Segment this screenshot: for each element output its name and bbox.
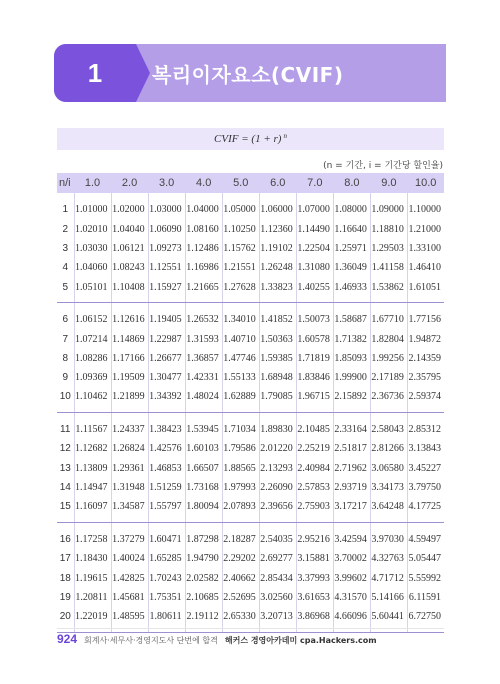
value-cell: 1.50073 (296, 303, 333, 329)
page-footer (57, 632, 377, 646)
value-cell: 1.14490 (296, 219, 333, 238)
value-cell: 3.20713 (259, 607, 296, 632)
value-cell: 3.37993 (296, 569, 333, 588)
value-cell: 2.95216 (296, 523, 333, 549)
value-cell: 2.25219 (296, 439, 333, 458)
table-row (57, 303, 444, 329)
value-cell: 1.47746 (222, 349, 259, 368)
value-cell: 1.46410 (407, 258, 444, 277)
value-cell: 1.60103 (185, 439, 222, 458)
value-cell: 5.14166 (370, 588, 407, 607)
value-cell: 1.41158 (370, 258, 407, 277)
value-cell: 1.73168 (185, 478, 222, 497)
table-body (57, 193, 444, 633)
column-header: 1.0 (84, 177, 101, 189)
value-cell: 2.75903 (296, 497, 333, 522)
value-cell: 1.26532 (185, 303, 222, 329)
value-cell: 2.93719 (333, 478, 370, 497)
value-cell: 1.51259 (148, 478, 185, 497)
table-row (57, 239, 444, 258)
period-cell: 8 (62, 352, 69, 364)
value-cell: 1.25971 (333, 239, 370, 258)
value-cell: 1.80611 (148, 607, 185, 632)
value-cell: 1.33100 (407, 239, 444, 258)
value-cell: 1.42825 (111, 569, 148, 588)
value-cell: 3.45227 (407, 459, 444, 478)
value-cell: 1.71034 (222, 413, 259, 439)
value-cell: 1.46853 (148, 459, 185, 478)
value-cell: 1.34392 (148, 388, 185, 413)
column-header: 10.0 (415, 177, 437, 189)
value-cell: 2.01220 (259, 439, 296, 458)
table-row (57, 459, 444, 478)
value-cell: 1.45681 (111, 588, 148, 607)
value-cell: 4.59497 (407, 523, 444, 549)
value-cell: 3.61653 (296, 588, 333, 607)
value-cell: 1.83846 (296, 368, 333, 387)
value-cell: 1.03000 (148, 193, 185, 219)
value-cell: 1.04000 (185, 193, 222, 219)
value-cell: 2.15892 (333, 388, 370, 413)
corner-header: n/i (59, 177, 71, 189)
value-cell: 1.85093 (333, 349, 370, 368)
value-cell: 1.30477 (148, 368, 185, 387)
table-row (57, 258, 444, 277)
cvif-table (57, 173, 444, 633)
value-cell: 4.71712 (370, 569, 407, 588)
value-cell: 1.75351 (148, 588, 185, 607)
value-cell: 1.02000 (111, 193, 148, 219)
value-cell: 1.87298 (185, 523, 222, 549)
value-cell: 2.85434 (259, 569, 296, 588)
value-cell: 1.67710 (370, 303, 407, 329)
table-row (57, 278, 444, 303)
formula-exponent: n (283, 132, 287, 140)
value-cell: 1.58687 (333, 303, 370, 329)
value-cell: 3.13843 (407, 439, 444, 458)
column-header: 3.0 (158, 177, 175, 189)
value-cell: 1.70243 (148, 569, 185, 588)
value-cell: 1.82804 (370, 329, 407, 348)
value-cell: 1.38423 (148, 413, 185, 439)
table-row (57, 413, 444, 439)
value-cell: 3.17217 (333, 497, 370, 522)
value-cell: 1.59385 (259, 349, 296, 368)
value-cell: 1.40255 (296, 278, 333, 303)
value-cell: 3.64248 (370, 497, 407, 522)
value-cell: 1.05101 (74, 278, 111, 303)
value-cell: 2.40984 (296, 459, 333, 478)
value-cell: 1.22504 (296, 239, 333, 258)
value-cell: 1.08286 (74, 349, 111, 368)
table-row (57, 523, 444, 549)
value-cell: 2.65330 (222, 607, 259, 632)
value-cell: 1.12551 (148, 258, 185, 277)
value-cell: 1.19615 (74, 569, 111, 588)
period-cell: 11 (60, 424, 71, 436)
table-row (57, 478, 444, 497)
period-cell: 17 (59, 553, 71, 565)
value-cell: 1.68948 (259, 368, 296, 387)
value-cell: 2.35795 (407, 368, 444, 387)
value-cell: 1.94790 (185, 549, 222, 568)
value-cell: 1.19509 (111, 368, 148, 387)
table-row (57, 219, 444, 238)
value-cell: 1.22019 (74, 607, 111, 632)
value-cell: 1.55133 (222, 368, 259, 387)
table-row (57, 193, 444, 219)
value-cell: 1.26248 (259, 258, 296, 277)
value-cell: 1.42576 (148, 439, 185, 458)
value-cell: 5.55992 (407, 569, 444, 588)
value-cell: 1.15762 (222, 239, 259, 258)
table-row (57, 439, 444, 458)
value-cell: 1.19405 (148, 303, 185, 329)
value-cell: 3.86968 (296, 607, 333, 632)
value-cell: 4.32763 (370, 549, 407, 568)
value-cell: 1.26824 (111, 439, 148, 458)
value-cell: 2.10685 (185, 588, 222, 607)
value-cell: 1.36857 (185, 349, 222, 368)
table-row (57, 388, 444, 413)
period-cell: 6 (62, 314, 69, 326)
footer-brand: 해커스 경영아카데미 cpa.Hackers.com (224, 636, 377, 645)
value-cell: 1.34587 (111, 497, 148, 522)
variable-note: (n = 기간, i = 기간당 할인율) (323, 161, 443, 171)
value-cell: 1.71382 (333, 329, 370, 348)
value-cell: 1.12360 (259, 219, 296, 238)
value-cell: 1.55797 (148, 497, 185, 522)
value-cell: 1.01000 (74, 193, 111, 219)
value-cell: 3.97030 (370, 523, 407, 549)
value-cell: 2.40662 (222, 569, 259, 588)
value-cell: 4.66096 (333, 607, 370, 632)
value-cell: 1.06152 (74, 303, 111, 329)
value-cell: 3.42594 (333, 523, 370, 549)
table-row (57, 588, 444, 607)
value-cell: 1.05000 (222, 193, 259, 219)
value-cell: 1.13809 (74, 459, 111, 478)
value-cell: 1.11567 (74, 413, 111, 439)
value-cell: 1.48024 (185, 388, 222, 413)
table-row (57, 329, 444, 348)
value-cell: 1.40710 (222, 329, 259, 348)
period-cell: 20 (57, 607, 74, 632)
period-cell: 5 (57, 278, 74, 303)
value-cell: 1.02010 (74, 219, 111, 238)
table-row (57, 497, 444, 522)
value-cell: 1.99900 (333, 368, 370, 387)
value-cell: 1.16986 (185, 258, 222, 277)
value-cell: 1.21000 (407, 219, 444, 238)
value-cell: 2.13293 (259, 459, 296, 478)
period-cell: 1 (62, 204, 69, 216)
column-header: 9.0 (381, 177, 397, 189)
value-cell: 1.31593 (185, 329, 222, 348)
value-cell: 1.12616 (111, 303, 148, 329)
value-cell: 1.41852 (259, 303, 296, 329)
period-cell: 18 (59, 572, 71, 584)
footer-divider (57, 628, 444, 629)
period-cell: 3 (62, 242, 69, 254)
value-cell: 6.11591 (407, 588, 444, 607)
period-cell: 10 (57, 388, 74, 413)
value-cell: 1.42331 (185, 368, 222, 387)
value-cell: 1.40024 (111, 549, 148, 568)
period-cell: 2 (62, 223, 69, 235)
value-cell: 1.29361 (111, 459, 148, 478)
value-cell: 3.79750 (407, 478, 444, 497)
chapter-title: 복리이자요소(CVIF) (152, 62, 344, 87)
value-cell: 2.36736 (370, 388, 407, 413)
value-cell: 1.62889 (222, 388, 259, 413)
column-header: 6.0 (270, 177, 286, 189)
value-cell: 1.19102 (259, 239, 296, 258)
value-cell: 1.66507 (185, 459, 222, 478)
value-cell: 1.20811 (74, 588, 111, 607)
value-cell: 1.22987 (148, 329, 185, 348)
value-cell: 2.29202 (222, 549, 259, 568)
value-cell: 1.09369 (74, 368, 111, 387)
value-cell: 1.08000 (333, 193, 370, 219)
value-cell: 1.18430 (74, 549, 111, 568)
value-cell: 1.96715 (296, 388, 333, 413)
period-cell: 19 (59, 592, 71, 604)
value-cell: 1.79085 (259, 388, 296, 413)
value-cell: 1.16097 (74, 497, 111, 522)
column-header: 5.0 (233, 177, 249, 189)
table-row (57, 349, 444, 368)
value-cell: 1.99256 (370, 349, 407, 368)
value-cell: 1.15927 (148, 278, 185, 303)
column-header: 4.0 (196, 177, 212, 189)
value-cell: 1.04040 (111, 219, 148, 238)
value-cell: 1.10000 (407, 193, 444, 219)
value-cell: 3.34173 (370, 478, 407, 497)
value-cell: 1.33823 (259, 278, 296, 303)
table-row (57, 549, 444, 568)
value-cell: 2.10485 (296, 413, 333, 439)
value-cell: 1.24337 (111, 413, 148, 439)
value-cell: 1.21551 (222, 258, 259, 277)
value-cell: 1.71819 (296, 349, 333, 368)
period-cell: 9 (62, 372, 69, 384)
value-cell: 2.51817 (333, 439, 370, 458)
value-cell: 1.14869 (111, 329, 148, 348)
value-cell: 1.07214 (74, 329, 111, 348)
value-cell: 2.52695 (222, 588, 259, 607)
value-cell: 1.10250 (222, 219, 259, 238)
value-cell: 1.60578 (296, 329, 333, 348)
value-cell: 1.08243 (111, 258, 148, 277)
value-cell: 1.60471 (148, 523, 185, 549)
column-header: 8.0 (344, 177, 360, 189)
value-cell: 1.10408 (111, 278, 148, 303)
table-row (57, 368, 444, 387)
value-cell: 1.88565 (222, 459, 259, 478)
value-cell: 2.33164 (333, 413, 370, 439)
value-cell: 1.53862 (370, 278, 407, 303)
value-cell: 1.16640 (333, 219, 370, 238)
value-cell: 3.99602 (333, 569, 370, 588)
column-header: 2.0 (121, 177, 138, 189)
value-cell: 2.02582 (185, 569, 222, 588)
value-cell: 1.94872 (407, 329, 444, 348)
value-cell: 1.10462 (74, 388, 111, 413)
value-cell: 1.48595 (111, 607, 148, 632)
value-cell: 2.07893 (222, 497, 259, 522)
value-cell: 2.59374 (407, 388, 444, 413)
value-cell: 2.26090 (259, 478, 296, 497)
value-cell: 1.53945 (185, 413, 222, 439)
value-cell: 3.02560 (259, 588, 296, 607)
value-cell: 1.04060 (74, 258, 111, 277)
value-cell: 2.14359 (407, 349, 444, 368)
value-cell: 1.09273 (148, 239, 185, 258)
value-cell: 2.69277 (259, 549, 296, 568)
value-cell: 1.36049 (333, 258, 370, 277)
period-cell: 7 (62, 333, 69, 345)
value-cell: 1.06090 (148, 219, 185, 238)
value-cell: 1.89830 (259, 413, 296, 439)
value-cell: 1.07000 (296, 193, 333, 219)
value-cell: 1.97993 (222, 478, 259, 497)
value-cell: 2.17189 (370, 368, 407, 387)
value-cell: 1.77156 (407, 303, 444, 329)
value-cell: 2.81266 (370, 439, 407, 458)
value-cell: 3.70002 (333, 549, 370, 568)
value-cell: 1.14947 (74, 478, 111, 497)
value-cell: 1.31080 (296, 258, 333, 277)
value-cell: 1.37279 (111, 523, 148, 549)
value-cell: 1.12682 (74, 439, 111, 458)
formula-box (57, 128, 444, 150)
footer-text: 회계사·세무사·경영지도사 단번에 합격 (84, 636, 218, 645)
value-cell: 6.72750 (407, 607, 444, 632)
period-cell: 15 (57, 497, 74, 522)
value-cell: 1.46933 (333, 278, 370, 303)
chapter-number: 1 (54, 44, 136, 102)
page-number: 924 (57, 632, 78, 646)
value-cell: 1.21665 (185, 278, 222, 303)
value-cell: 1.12486 (185, 239, 222, 258)
value-cell: 2.71962 (333, 459, 370, 478)
value-cell: 5.05447 (407, 549, 444, 568)
value-cell: 1.08160 (185, 219, 222, 238)
value-cell: 1.26677 (148, 349, 185, 368)
period-cell: 4 (62, 262, 69, 274)
column-header: 7.0 (307, 177, 323, 189)
value-cell: 2.58043 (370, 413, 407, 439)
period-cell: 14 (59, 482, 71, 494)
value-cell: 1.29503 (370, 239, 407, 258)
value-cell: 1.80094 (185, 497, 222, 522)
formula-text: CVIF = (1 + r) (214, 133, 282, 145)
value-cell: 1.79586 (222, 439, 259, 458)
value-cell: 5.60441 (370, 607, 407, 632)
value-cell: 1.34010 (222, 303, 259, 329)
value-cell: 1.03030 (74, 239, 111, 258)
value-cell: 2.85312 (407, 413, 444, 439)
value-cell: 1.61051 (407, 278, 444, 303)
value-cell: 3.06580 (370, 459, 407, 478)
table-header-row (57, 173, 444, 193)
value-cell: 2.39656 (259, 497, 296, 522)
table-row (57, 569, 444, 588)
value-cell: 2.19112 (185, 607, 222, 632)
value-cell: 4.31570 (333, 588, 370, 607)
period-cell: 16 (59, 534, 71, 546)
value-cell: 1.17166 (111, 349, 148, 368)
value-cell: 2.57853 (296, 478, 333, 497)
value-cell: 1.27628 (222, 278, 259, 303)
value-cell: 1.06000 (259, 193, 296, 219)
value-cell: 1.21899 (111, 388, 148, 413)
value-cell: 2.54035 (259, 523, 296, 549)
value-cell: 2.18287 (222, 523, 259, 549)
value-cell: 1.65285 (148, 549, 185, 568)
value-cell: 1.17258 (74, 523, 111, 549)
period-cell: 12 (59, 443, 71, 455)
value-cell: 1.50363 (259, 329, 296, 348)
value-cell: 1.18810 (370, 219, 407, 238)
value-cell: 1.31948 (111, 478, 148, 497)
table-row (57, 607, 444, 632)
value-cell: 1.06121 (111, 239, 148, 258)
period-cell: 13 (59, 462, 71, 474)
value-cell: 4.17725 (407, 497, 444, 522)
value-cell: 1.09000 (370, 193, 407, 219)
value-cell: 3.15881 (296, 549, 333, 568)
